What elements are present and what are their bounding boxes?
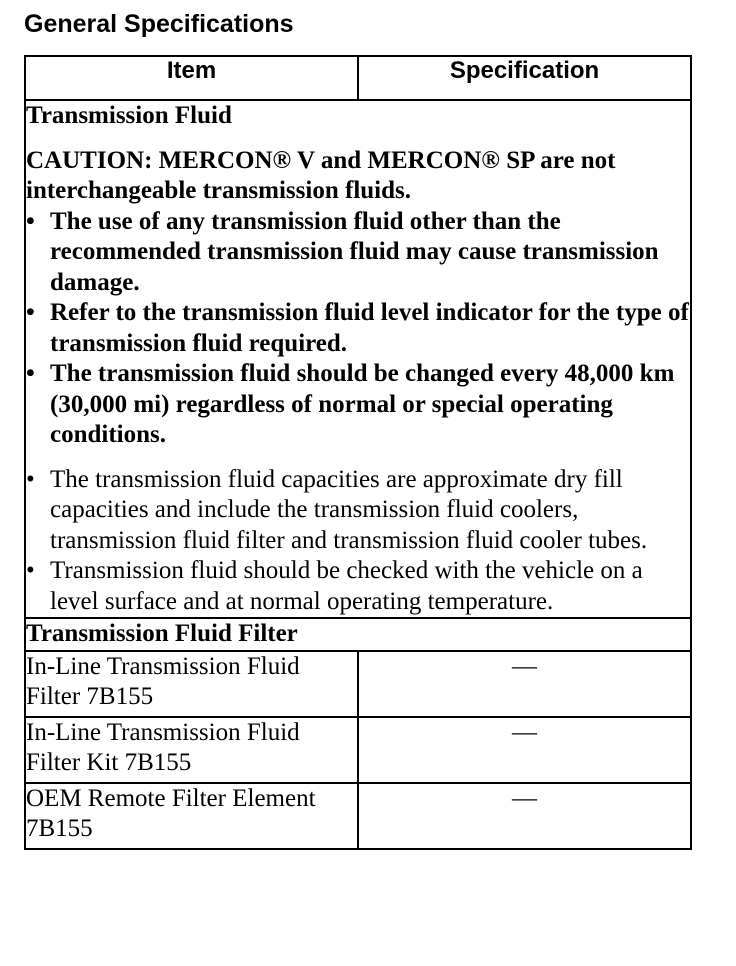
list-item-text: The transmission fluid should be changed every 48,000 km (30,000 mi) regardless of normal or special operating conditions.	[50, 360, 675, 448]
transmission-fluid-cell	[25, 100, 691, 618]
list-item	[26, 465, 690, 557]
section-title-transmission-fluid-filter: Transmission Fluid Filter	[25, 618, 691, 651]
transmission-fluid-filter-row	[25, 618, 691, 651]
caution-note: CAUTION: MERCON® V and MERCON® SP are not interchangeable transmission fluids.	[26, 146, 616, 204]
specifications-table	[24, 55, 692, 850]
table-row	[25, 651, 691, 717]
list-item	[26, 207, 690, 299]
specification-cell: —	[358, 651, 691, 717]
column-header-item: Item	[25, 56, 358, 100]
list-item-text: The transmission fluid capacities are approximate dry fill capacities and include the transmission fluid coolers, transmission fluid filter and transmission fluid cooler tubes.	[50, 465, 648, 554]
info-bullet-list	[26, 465, 690, 618]
section-title-transmission-fluid: Transmission Fluid	[26, 102, 232, 129]
specification-cell: —	[358, 717, 691, 783]
bullet-icon: •	[26, 557, 35, 584]
item-cell: OEM Remote Filter Element 7B155	[25, 783, 358, 849]
list-item-text: The use of any transmission fluid other than the recommended transmission fluid may cause transmission damage.	[50, 207, 659, 296]
list-item-text: Transmission fluid should be checked with the vehicle on a level surface and at normal operating temperature.	[50, 557, 643, 615]
list-item-text: Refer to the transmission fluid level indicator for the type of transmission fluid required.	[50, 299, 689, 357]
page-title: General Specifications	[24, 10, 294, 38]
table-row	[25, 717, 691, 783]
specification-cell: —	[358, 783, 691, 849]
bullet-icon: •	[26, 465, 35, 493]
column-header-specification: Specification	[358, 56, 691, 100]
table-header-row	[25, 56, 691, 100]
list-item	[26, 298, 690, 359]
bullet-icon: •	[26, 207, 35, 235]
warning-bullet-list	[26, 207, 690, 451]
transmission-fluid-row	[25, 100, 691, 618]
table-row	[25, 783, 691, 849]
list-item	[26, 359, 690, 451]
item-cell: In-Line Transmission Fluid Filter 7B155	[25, 651, 358, 717]
item-cell: In-Line Transmission Fluid Filter Kit 7B155	[25, 717, 358, 783]
bullet-icon: •	[26, 299, 35, 326]
list-item	[26, 556, 690, 617]
bullet-icon: •	[26, 360, 35, 387]
